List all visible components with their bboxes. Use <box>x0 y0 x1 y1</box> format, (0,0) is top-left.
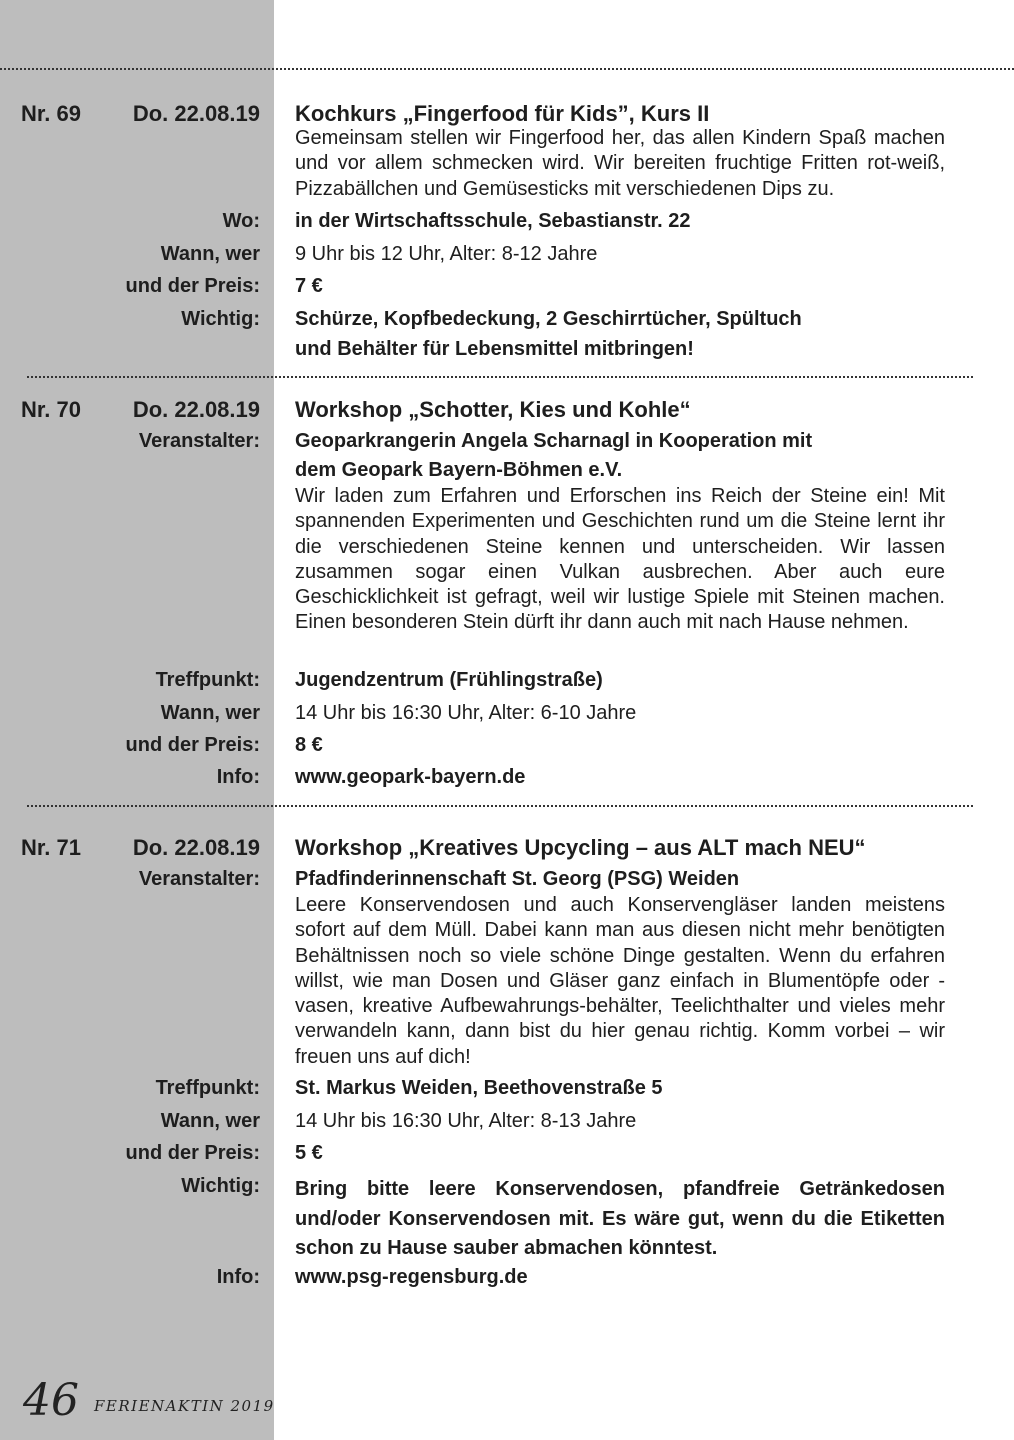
wichtig-value: Bring bitte leere Konservendosen, pfandfreie Getränkedosen und/oder Konservendosen mit. Es wäre gut, wenn du die Etiketten schon zu Hause sauber abmachen könntest. <box>295 1178 945 1259</box>
veranstalter-value-line1: Geoparkrangerin Angela Scharnagl in Kooperation mit <box>295 430 813 452</box>
wann-label: Wann, wer <box>160 702 260 724</box>
treffpunkt-label: Treffpunkt: <box>155 1077 260 1099</box>
event-description: Leere Konservendosen und auch Konservengläser landen meistens sofort auf dem Müll. Dabei kann man aus diesen nicht mehr benötigten Behältnissen noch so viele schöne Dinge gestalten. Wenn du erfahren willst, wie man Dosen und Gläser ganz einfach in Blumentöpfe oder -vasen, kreative Aufbewahrungs-behälter, Teelichthalter und vieles mehr verwandeln kann, dann bist du hier genau richtig. Komm vorbei – wir freuen uns auf dich! <box>295 894 945 1068</box>
event-title: Workshop „Kreatives Upcycling – aus ALT mach NEU“ <box>295 835 866 860</box>
wo-value: in der Wirtschaftsschule, Sebastianstr. 22 <box>295 210 691 232</box>
treffpunkt-label: Treffpunkt: <box>155 669 260 691</box>
wo-label: Wo: <box>222 210 260 232</box>
event-number: Nr. 69 <box>21 101 81 126</box>
event-title: Kochkurs „Fingerfood für Kids”, Kurs II <box>295 101 710 126</box>
wichtig-value-line2: und Behälter für Lebensmittel mitbringen! <box>295 338 694 360</box>
event-description: Gemeinsam stellen wir Fingerfood her, das allen Kindern Spaß machen und vor allem schmecken wird. Wir bereiten fruchtige Fritten rot-weiß, Pizzabällchen und Gemüsesticks mit verschiedenen Dips zu. <box>295 127 945 200</box>
event-description: Wir laden zum Erfahren und Erforschen ins Reich der Steine ein! Mit spannenden Experimenten und Geschichten rund um die Steine lernt ihr die verschiedenen Steine kennen und unterscheiden. Wir lassen zusammen sogar einen Vulkan ausbrechen. Aber auch eure Geschicklichkeit ist gefragt, weil wir lustige Spiele mit Steinen machen. Einen besonderen Stein dürft ihr dann auch mit nach Hause nehmen. <box>295 485 945 634</box>
wann-value: 14 Uhr bis 16:30 Uhr, Alter: 8-13 Jahre <box>295 1110 637 1132</box>
veranstalter-value: Pfadfinderinnenschaft St. Georg (PSG) Weiden <box>295 868 740 890</box>
preis-value: 8 € <box>295 734 323 756</box>
wichtig-value-line1: Schürze, Kopfbedeckung, 2 Geschirrtücher, Spültuch <box>295 308 802 330</box>
event-number: Nr. 71 <box>21 835 81 860</box>
event-number: Nr. 70 <box>21 397 81 422</box>
wann-label: Wann, wer <box>160 1110 260 1132</box>
veranstalter-value-line2: dem Geopark Bayern-Böhmen e.V. <box>295 459 623 481</box>
wann-label: Wann, wer <box>160 243 260 265</box>
wichtig-label: Wichtig: <box>181 308 260 330</box>
footer-publication: FERIENAKTIN 2019 <box>94 1397 275 1415</box>
event-title: Workshop „Schotter, Kies und Kohle“ <box>295 397 691 422</box>
preis-label: und der Preis: <box>125 275 260 297</box>
divider-top <box>0 68 1014 70</box>
info-label: Info: <box>216 766 260 788</box>
treffpunkt-value: Jugendzentrum (Frühlingstraße) <box>295 669 603 691</box>
event-date: Do. 22.08.19 <box>132 397 260 422</box>
info-value: www.psg-regensburg.de <box>295 1266 528 1288</box>
treffpunkt-value: St. Markus Weiden, Beethovenstraße 5 <box>295 1077 663 1099</box>
page-number: 46 <box>23 1375 79 1426</box>
preis-label: und der Preis: <box>125 1142 260 1164</box>
wann-value: 9 Uhr bis 12 Uhr, Alter: 8-12 Jahre <box>295 243 598 265</box>
divider-70-71 <box>27 805 973 807</box>
wann-value: 14 Uhr bis 16:30 Uhr, Alter: 6-10 Jahre <box>295 702 637 724</box>
veranstalter-label: Veranstalter: <box>138 430 260 452</box>
event-date: Do. 22.08.19 <box>132 101 260 126</box>
veranstalter-label: Veranstalter: <box>138 868 260 890</box>
info-label: Info: <box>216 1266 260 1288</box>
event-date: Do. 22.08.19 <box>132 835 260 860</box>
preis-value: 7 € <box>295 275 323 297</box>
wichtig-label: Wichtig: <box>181 1175 260 1197</box>
preis-value: 5 € <box>295 1142 323 1164</box>
divider-69-70 <box>27 376 973 378</box>
preis-label: und der Preis: <box>125 734 260 756</box>
info-value: www.geopark-bayern.de <box>295 766 526 788</box>
